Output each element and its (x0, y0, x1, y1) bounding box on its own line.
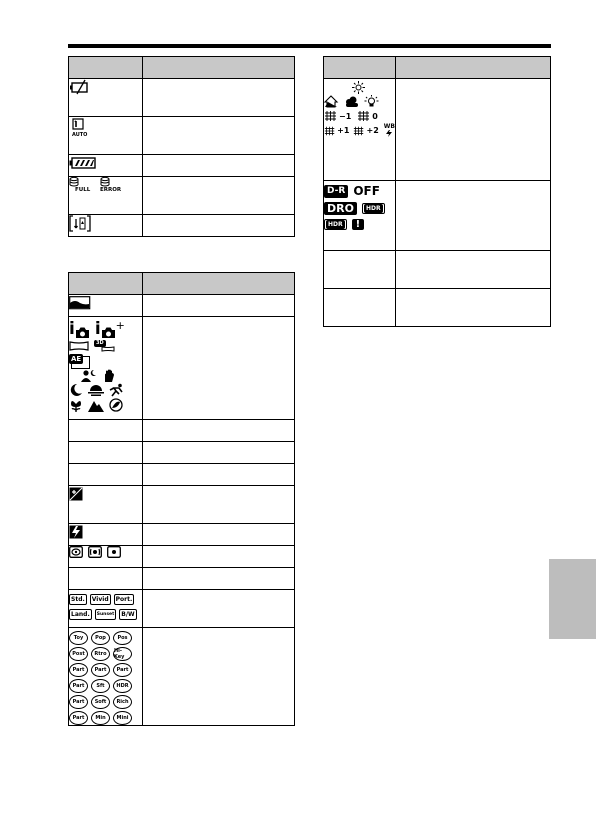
display-table-top-left (68, 56, 295, 237)
sweep-panorama-icon (69, 341, 89, 351)
table-row (69, 117, 295, 155)
battery-warning-icon (69, 79, 91, 95)
night-portrait-icon (81, 369, 97, 382)
table-row (69, 628, 295, 726)
landscape-icon (88, 399, 104, 412)
table-row (69, 295, 295, 317)
shooting-mode-icon (69, 296, 91, 310)
sports-action-icon (109, 383, 125, 397)
table-row (69, 317, 295, 420)
table-row (69, 590, 295, 628)
header-rule (68, 44, 551, 48)
table-row (69, 464, 295, 486)
display-table-right (323, 56, 551, 327)
card-writing-icon (69, 215, 91, 232)
shade-icon (324, 95, 339, 108)
battery-level-icon (69, 156, 97, 170)
table-header-row (69, 57, 295, 79)
chapter-thumb-tab (549, 559, 596, 639)
metering-icons (69, 546, 142, 558)
close-up-icon (109, 398, 123, 412)
sunset-icon (88, 383, 104, 397)
table-row (324, 181, 551, 251)
fluorescent-icon (353, 125, 364, 137)
continuous-priority-ae-icon: AE (69, 354, 91, 368)
cloudy-icon (344, 95, 359, 108)
superior-auto-icon: i + (94, 319, 125, 339)
3d-panorama-icon: 3D (94, 340, 116, 352)
hdr-warning-icon: ! (352, 219, 365, 230)
picture-effect-icons: Toy Pop Pos Post Rtro Hi-Key Part Part Part Part Sft HDR Part Soft Rich Part Min Mini (69, 631, 142, 725)
display-table-bottom-left (68, 272, 295, 726)
exposure-compensation-icon (69, 487, 83, 501)
table-row (324, 251, 551, 289)
table-row (69, 215, 295, 237)
table-row (69, 420, 295, 442)
fluorescent-icon (357, 110, 370, 122)
daylight-icon (352, 81, 365, 94)
table-row (69, 155, 295, 177)
white-balance-icons: −1 0 +1 +2 WB (324, 81, 395, 137)
incandescent-icon (364, 95, 379, 108)
table-row (324, 79, 551, 181)
memory-full-error-icon: FULL ERROR (69, 177, 142, 197)
table-row (69, 568, 295, 590)
intelligent-auto-icon: i (69, 319, 90, 339)
table-row (324, 289, 551, 327)
macro-icon (69, 398, 83, 412)
table-row (69, 177, 295, 215)
table-header-row (69, 273, 295, 295)
auto-image-icon: AUTO (69, 117, 99, 143)
table-row (69, 442, 295, 464)
hdr-icon: HDR (324, 219, 347, 230)
night-scene-icon (69, 383, 83, 397)
flash-compensation-icon (69, 525, 83, 539)
spot-metering-icon (107, 546, 121, 558)
multi-metering-icon (69, 546, 83, 558)
table-row (69, 524, 295, 546)
hand-held-twilight-icon (102, 369, 116, 382)
center-metering-icon (88, 546, 102, 558)
scene-icons (69, 319, 142, 412)
fluorescent-icon (324, 125, 335, 137)
auto-hdr-icon: HDR (362, 203, 385, 214)
table-row (69, 486, 295, 524)
flash-wb-icon: WB (384, 124, 395, 137)
table-header-row (324, 57, 551, 79)
table-row (69, 79, 295, 117)
dro-hdr-icons: D-R OFF DRO HDR HDR ! (324, 184, 395, 230)
fluorescent-icon (324, 110, 337, 122)
creative-style-icons: Std. Vivid Port. Land. Sunset B/W (71, 596, 135, 618)
table-row (69, 546, 295, 568)
